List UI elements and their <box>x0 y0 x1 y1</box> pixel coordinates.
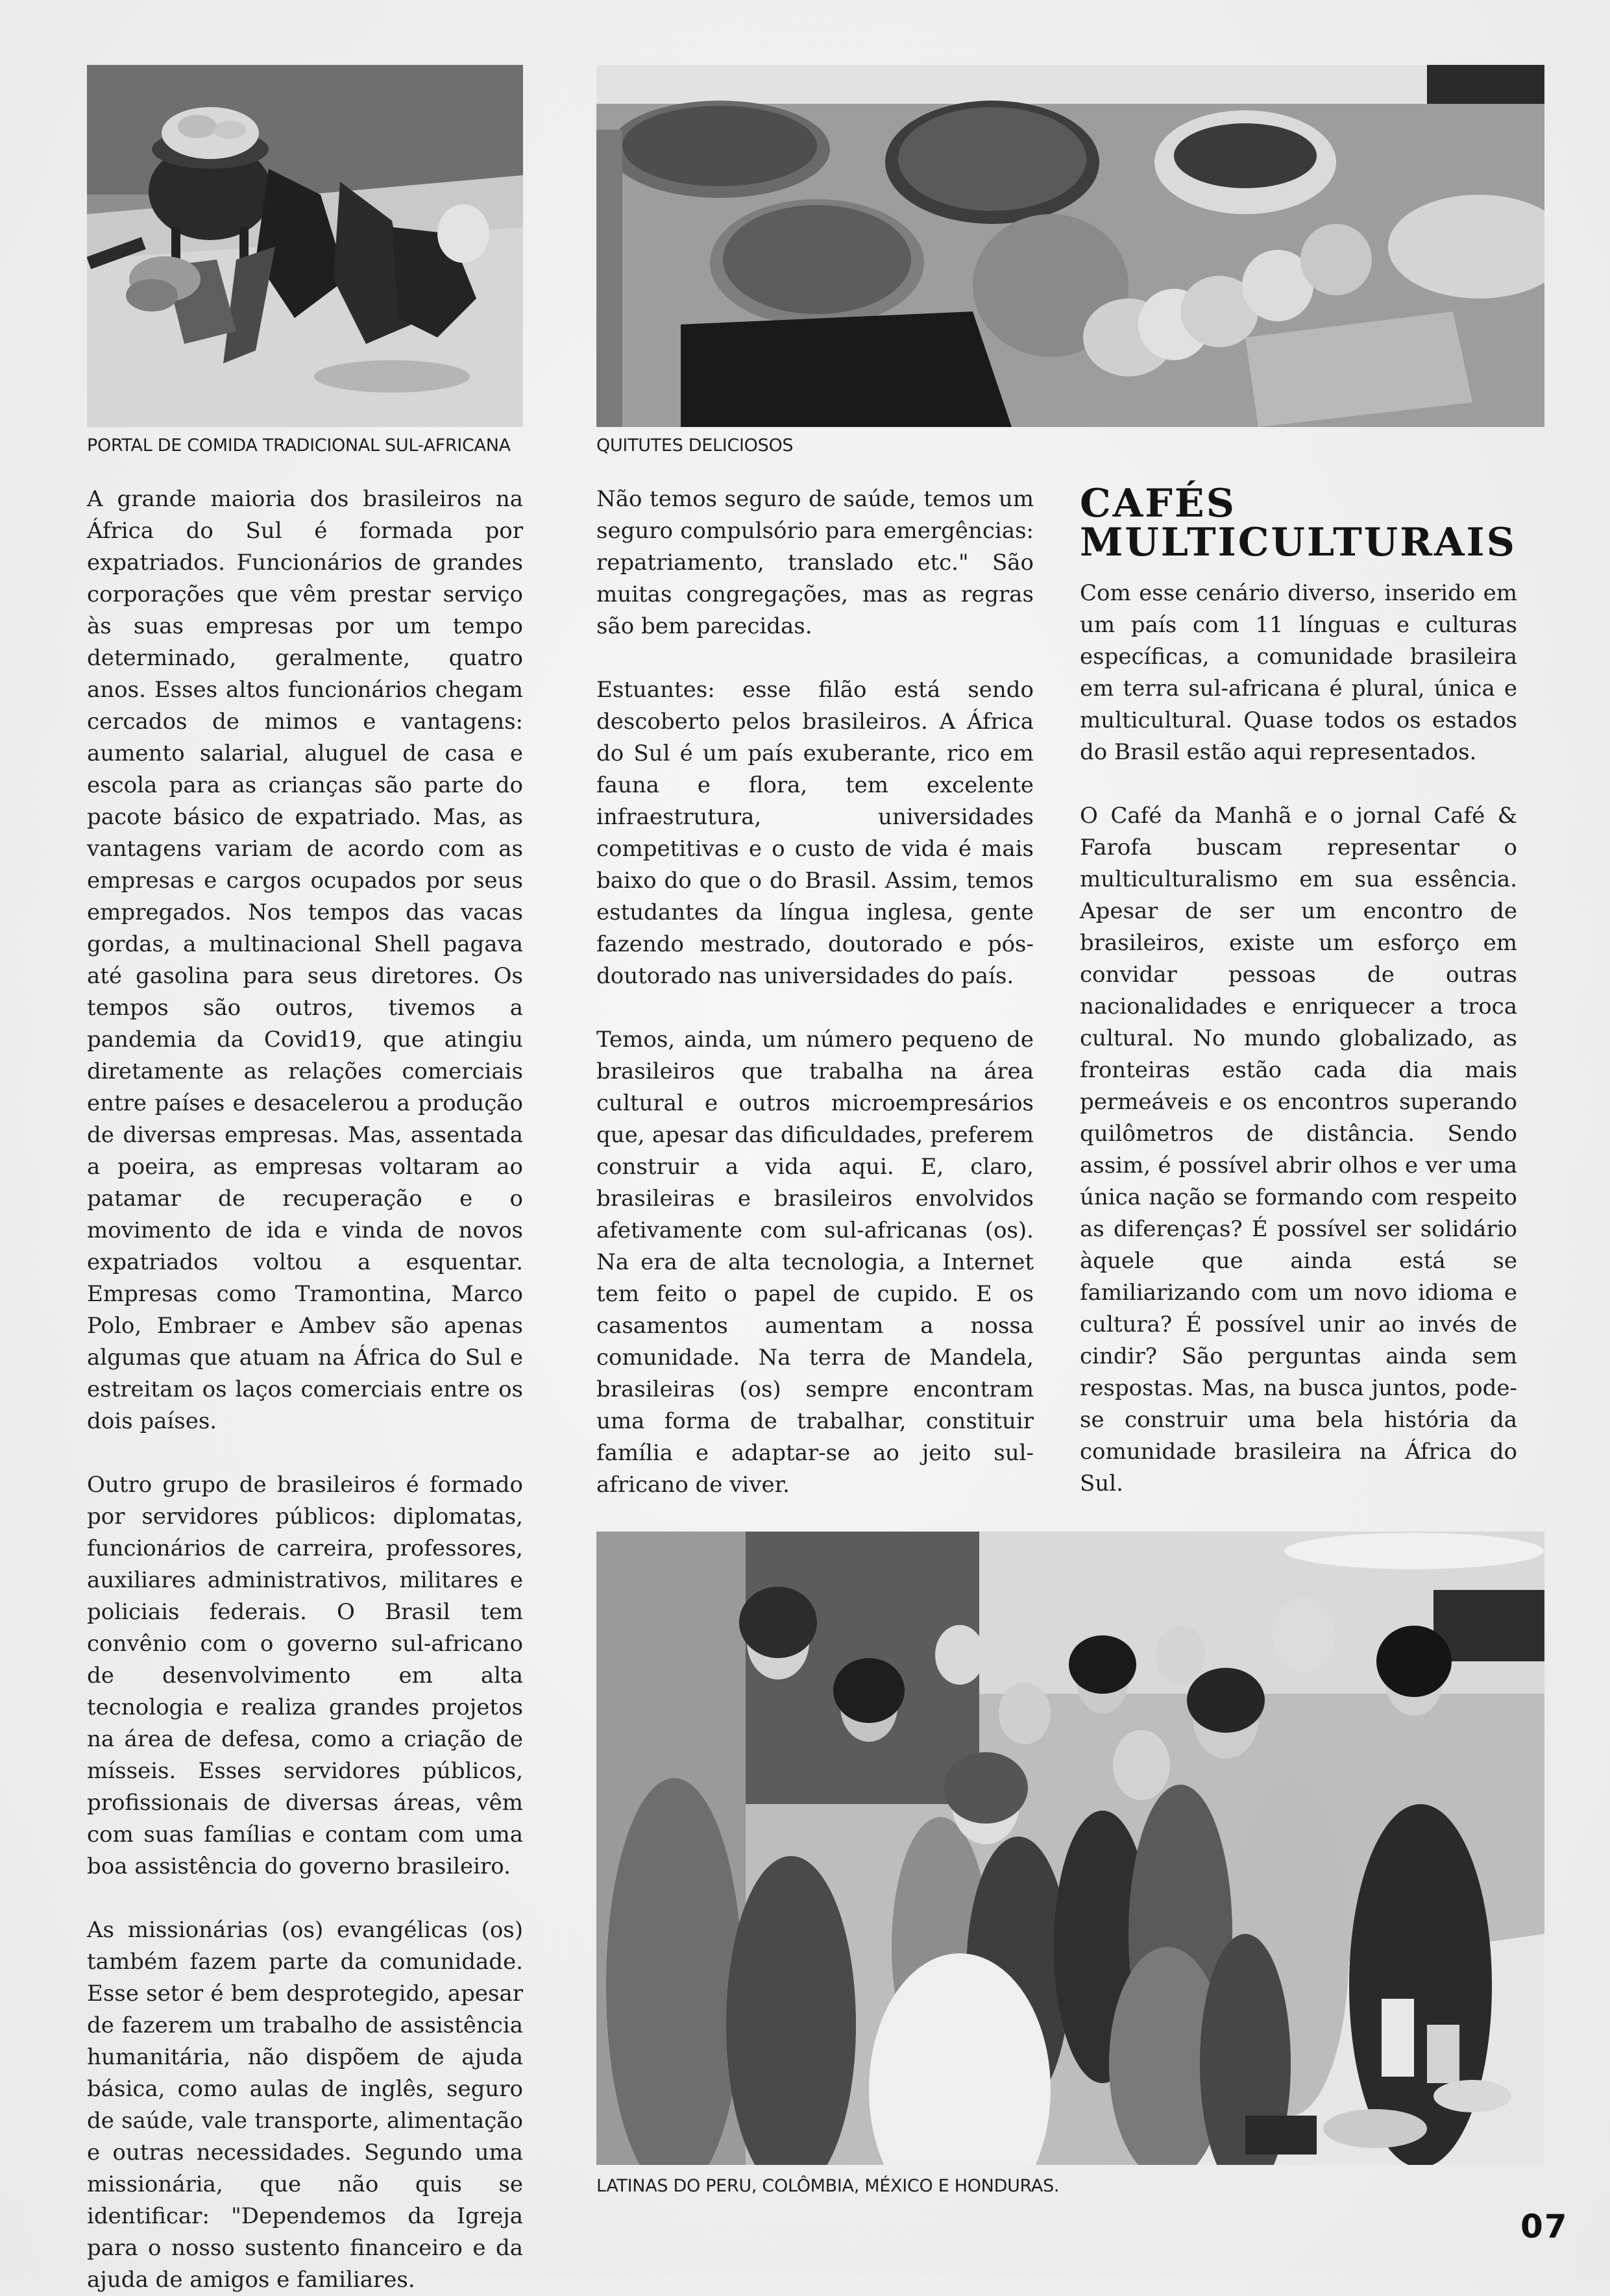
column2-paragraph: Temos, ainda, um número pequeno de brasileiros que trabalha na área cultural e outros microempresários que, apesar das dificuldades, preferem construir a vida aqui. E, claro, brasileiras e brasileiros envolvidos afetivamente com sul-africanas (os). Na era de alta tecnologia, a Internet tem feito o papel de cupido. E os casamentos aumentam a nossa comunidade. Na terra de Mandela, brasileiras (os) sempre encontram uma forma de trabalhar, constituir família e adaptar-se ao jeito sul-africano de viver. <box>596 1027 1034 1498</box>
column1-paragraph: Outro grupo de brasileiros é formado por servidores públicos: diplomatas, funcionários de carreira, professores, auxiliares administrativos, militares e policiais federais. O Brasil tem convênio com o governo sul-africano de desenvolvimento em alta tecnologia e realiza grandes projetos na área de defesa, como a criação de mísseis. Esses servidores públicos, profissionais de diversas áreas, vêm com suas famílias e contam com uma boa assistência do governo brasileiro. <box>87 1472 523 1879</box>
section-heading: CAFÉS MULTICULTURAIS <box>1080 481 1517 565</box>
column1-paragraph: As missionárias (os) evangélicas (os) também fazem parte da comunidade. Esse setor é bem desprotegido, apesar de fazerem um trabalho de assistência humanitária, não dispõem de ajuda básica, como aulas de inglês, seguro de saúde, vale transporte, alimentação e outras necessidades. Segundo uma missionária, que não quis se identificar: "Dependemos da Igreja para o nosso sustento financeiro e da ajuda de amigos e familiares. <box>87 1917 523 2293</box>
column3-paragraph: Com esse cenário diverso, inserido em um país com 11 línguas e culturas específicas, a comunidade brasileira em terra sul-africana é plural, única e multicultural. Quase todos os estados do Brasil estão aqui representados. <box>1080 580 1517 765</box>
caption-photo-3: LATINAS DO PERU, COLÔMBIA, MÉXICO E HONDURAS. <box>596 2176 1060 2196</box>
photo-sa-traditional-food <box>87 65 523 427</box>
caption-photo-1: PORTAL DE COMIDA TRADICIONAL SUL-AFRICANA <box>87 435 511 456</box>
article-column-3 <box>1080 578 1517 1500</box>
caption-photo-2: QUITUTES DELICIOSOS <box>596 435 794 456</box>
photo-latinas-group <box>596 1532 1544 2165</box>
column2-paragraph: Não temos seguro de saúde, temos um seguro compulsório para emergências: repatriamento, translado etc." São muitas congregações, mas as regras são bem parecidas. <box>596 486 1034 639</box>
column2-paragraph: Estuantes: esse filão está sendo descoberto pelos brasileiros. A África do Sul é um país exuberante, rico em fauna e flora, tem excelente infraestrutura, universidades competitivas e o custo de vida é mais baixo do que o do Brasil. Assim, temos estudantes da língua inglesa, gente fazendo mestrado, doutorado e pós-doutorado nas universidades do país. <box>596 677 1034 989</box>
column3-paragraph: O Café da Manhã e o jornal Café & Farofa buscam representar o multiculturalismo em sua essência. Apesar de ser um encontro de brasileiros, existe um esforço em convidar pessoas de outras nacionalidades e enriquecer a troca cultural. No mundo globalizado, as fronteiras estão cada dia mais permeáveis e os encontros superando quilômetros de distância. Sendo assim, é possível abrir olhos e ver uma única nação se formando com respeito as diferenças? É possível ser solidário àquele que ainda está se familiarizando com um novo idioma e cultura? É possível unir ao invés de cindir? São perguntas ainda sem respostas. Mas, na busca juntos, pode-se construir uma bela história da comunidade brasileira na África do Sul. <box>1080 803 1517 1496</box>
article-column-2 <box>596 483 1034 1501</box>
article-column-1 <box>87 483 523 2296</box>
column1-paragraph: A grande maioria dos brasileiros na África do Sul é formada por expatriados. Funcionários de grandes corporações que vêm prestar serviço às suas empresas por um tempo determinado, geralmente, quatro anos. Esses altos funcionários chegam cercados de mimos e vantagens: aumento salarial, aluguel de casa e escola para as crianças são parte do pacote básico de expatriado. Mas, as vantagens variam de acordo com as empresas e cargos ocupados por seus empregados. Nos tempos das vacas gordas, a multinacional Shell pagava até gasolina para seus diretores. Os tempos são outros, tivemos a pandemia da Covid19, que atingiu diretamente as relações comerciais entre países e desacelerou a produção de diversas empresas. Mas, assentada a poeira, as empresas voltaram ao patamar de recuperação e o movimento de ida e vinda de novos expatriados voltou a esquentar. Empresas como Tramontina, Marco Polo, Embraer e Ambev são apenas algumas que atuam na África do Sul e estreitam os laços comerciais entre os dois países. <box>87 486 523 1434</box>
page-number: 07 <box>1520 2208 1568 2245</box>
photo-delicious-snacks <box>596 65 1544 427</box>
